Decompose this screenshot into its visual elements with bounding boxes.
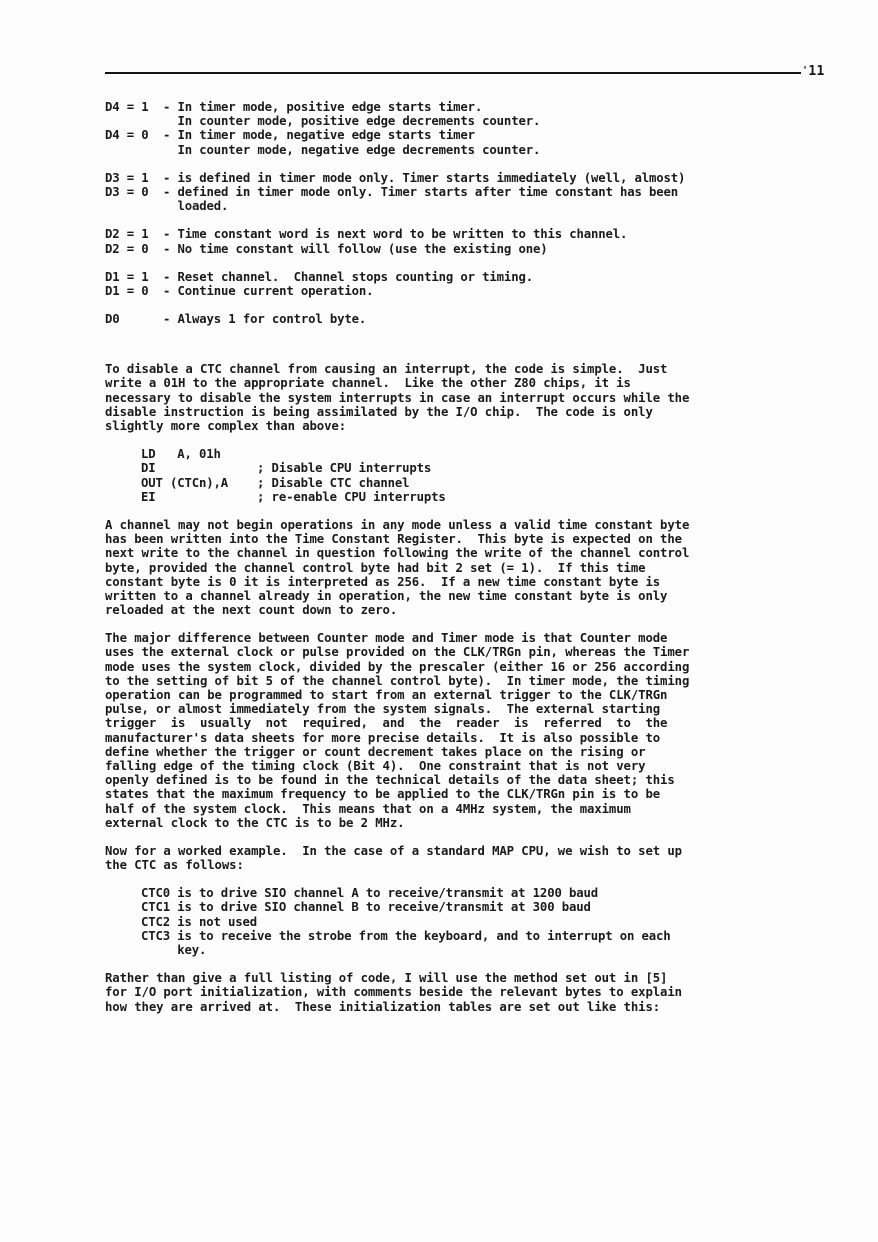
- bit-definition-line: D0 - Always 1 for control byte.: [105, 312, 367, 327]
- bit-definitions-block: [105, 100, 805, 326]
- bit-definition-line: D3 = 0 - defined in timer mode only. Timer starts after time constant has been: [105, 184, 679, 199]
- paragraph-closing: [105, 971, 805, 1014]
- spacer: [105, 957, 805, 971]
- paragraph-line: half of the system clock. This means that on a 4MHz system, the maximum: [105, 801, 631, 816]
- bit-definition-line: D1 = 1 - Reset channel. Channel stops counting or timing.: [105, 269, 533, 284]
- code-line: OUT (CTCn),A ; Disable CTC channel: [141, 475, 410, 490]
- paragraph-line: necessary to disable the system interrupts in case an interrupt occurs while the: [105, 390, 690, 405]
- paragraph-line: uses the external clock or pulse provided on the CLK/TRGn pin, whereas the Timer: [105, 645, 690, 660]
- paragraph-line: mode uses the system clock, divided by the prescaler (either 16 or 256 according: [105, 659, 690, 674]
- code-line: EI ; re-enable CPU interrupts: [141, 489, 446, 504]
- paragraph-disable-interrupt: [105, 362, 805, 433]
- paragraph-line: reloaded at the next count down to zero.: [105, 603, 398, 618]
- paragraph-line: trigger is usually not required, and the reader is referred to the: [105, 716, 668, 731]
- spacer: [105, 157, 805, 171]
- paragraph-time-constant: [105, 518, 805, 617]
- code-line: LD A, 01h: [141, 447, 221, 462]
- channel-assignment-line: CTC0 is to drive SIO channel A to receive/transmit at 1200 baud: [141, 886, 598, 901]
- spacer: [105, 617, 805, 631]
- spacer: [105, 433, 805, 447]
- paragraph-line: Rather than give a full listing of code, I will use the method set out in [5]: [105, 971, 668, 986]
- spacer: [105, 504, 805, 518]
- spacer: [105, 298, 805, 312]
- paragraph-line: disable instruction is being assimilated by the I/O chip. The code is only: [105, 404, 653, 419]
- paragraph-line: byte, provided the channel control byte had bit 2 set (= 1). If this time: [105, 560, 646, 575]
- spacer: [105, 830, 805, 844]
- paragraph-line: To disable a CTC channel from causing an interrupt, the code is simple. Just: [105, 362, 668, 377]
- channel-assignment-line: key.: [141, 943, 207, 957]
- bit-definition-line: loaded.: [105, 199, 229, 214]
- paragraph-worked-example: [105, 844, 805, 872]
- spacer: [105, 326, 805, 348]
- paragraph-line: openly defined is to be found in the technical details of the data sheet; this: [105, 773, 675, 788]
- bit-definition-line: D1 = 0 - Continue current operation.: [105, 283, 374, 298]
- paragraph-line: A channel may not begin operations in any mode unless a valid time constant byte: [105, 517, 690, 532]
- paragraph-line: has been written into the Time Constant Register. This byte is expected on the: [105, 532, 682, 547]
- ctc-channel-assignments: [105, 886, 805, 957]
- channel-assignment-line: CTC2 is not used: [141, 914, 258, 929]
- paragraph-line: for I/O port initialization, with comments beside the relevant bytes to explain: [105, 985, 682, 1000]
- spacer: [105, 256, 805, 270]
- paragraph-line: to the setting of bit 5 of the channel control byte). In timer mode, the timing: [105, 673, 690, 688]
- folio-number-value: 11: [808, 64, 825, 79]
- bit-definition-line: D3 = 1 - is defined in timer mode only. Timer starts immediately (well, almost): [105, 170, 686, 185]
- document-body: [105, 100, 805, 1014]
- bit-definition-line: D2 = 1 - Time constant word is next word to be written to this channel.: [105, 227, 628, 242]
- paragraph-line: next write to the channel in question following the write of the channel control: [105, 546, 690, 561]
- paragraph-line: how they are arrived at. These initialization tables are set out like this:: [105, 999, 661, 1014]
- paragraph-line: pulse, or almost immediately from the system signals. The external starting: [105, 702, 661, 717]
- bit-definition-line: In counter mode, positive edge decrements counter.: [105, 114, 541, 129]
- bit-definition-line: In counter mode, negative edge decrements counter.: [105, 142, 541, 157]
- paragraph-line: the CTC as follows:: [105, 858, 244, 873]
- paragraph-line: slightly more complex than above:: [105, 419, 347, 433]
- paragraph-line: operation can be programmed to start from an external trigger to the CLK/TRGn: [105, 688, 668, 702]
- paragraph-line: The major difference between Counter mode and Timer mode is that Counter mode: [105, 631, 668, 646]
- bit-definition-line: D2 = 0 - No time constant will follow (use the existing one): [105, 241, 548, 256]
- paragraph-line: falling edge of the timing clock (Bit 4). One constraint that is not very: [105, 758, 646, 773]
- paragraph-line: constant byte is 0 it is interpreted as 256. If a new time constant byte is: [105, 574, 661, 589]
- bit-definition-line: D4 = 1 - In timer mode, positive edge starts timer.: [105, 100, 483, 114]
- spacer: [105, 213, 805, 227]
- paragraph-line: define whether the trigger or count decrement takes place on the rising or: [105, 744, 646, 759]
- spacer: [105, 348, 805, 362]
- code-line: DI ; Disable CPU interrupts: [141, 461, 432, 476]
- channel-assignment-line: CTC3 is to receive the strobe from the keyboard, and to interrupt on each: [141, 928, 671, 943]
- paragraph-line: write a 01H to the appropriate channel. Like the other Z80 chips, it is: [105, 376, 631, 391]
- paragraph-counter-vs-timer: [105, 631, 805, 830]
- paragraph-line: manufacturer's data sheets for more precise details. It is also possible to: [105, 730, 661, 745]
- bit-definition-line: D4 = 0 - In timer mode, negative edge starts timer: [105, 128, 475, 143]
- paragraph-line: written to a channel already in operation, the new time constant byte is only: [105, 588, 668, 603]
- page-header: [105, 62, 830, 84]
- channel-assignment-line: CTC1 is to drive SIO channel B to receive/transmit at 300 baud: [141, 900, 591, 915]
- page-number: [802, 62, 825, 82]
- code-listing-disable-ctc: [105, 447, 805, 504]
- folio-tick-mark: ': [802, 65, 809, 76]
- paragraph-line: states that the maximum frequency to be applied to the CLK/TRGn pin is to be: [105, 787, 661, 802]
- paragraph-line: Now for a worked example. In the case of a standard MAP CPU, we wish to set up: [105, 843, 682, 858]
- spacer: [105, 872, 805, 886]
- paragraph-line: external clock to the CTC is to be 2 MHz.: [105, 815, 405, 830]
- header-rule: [105, 72, 801, 74]
